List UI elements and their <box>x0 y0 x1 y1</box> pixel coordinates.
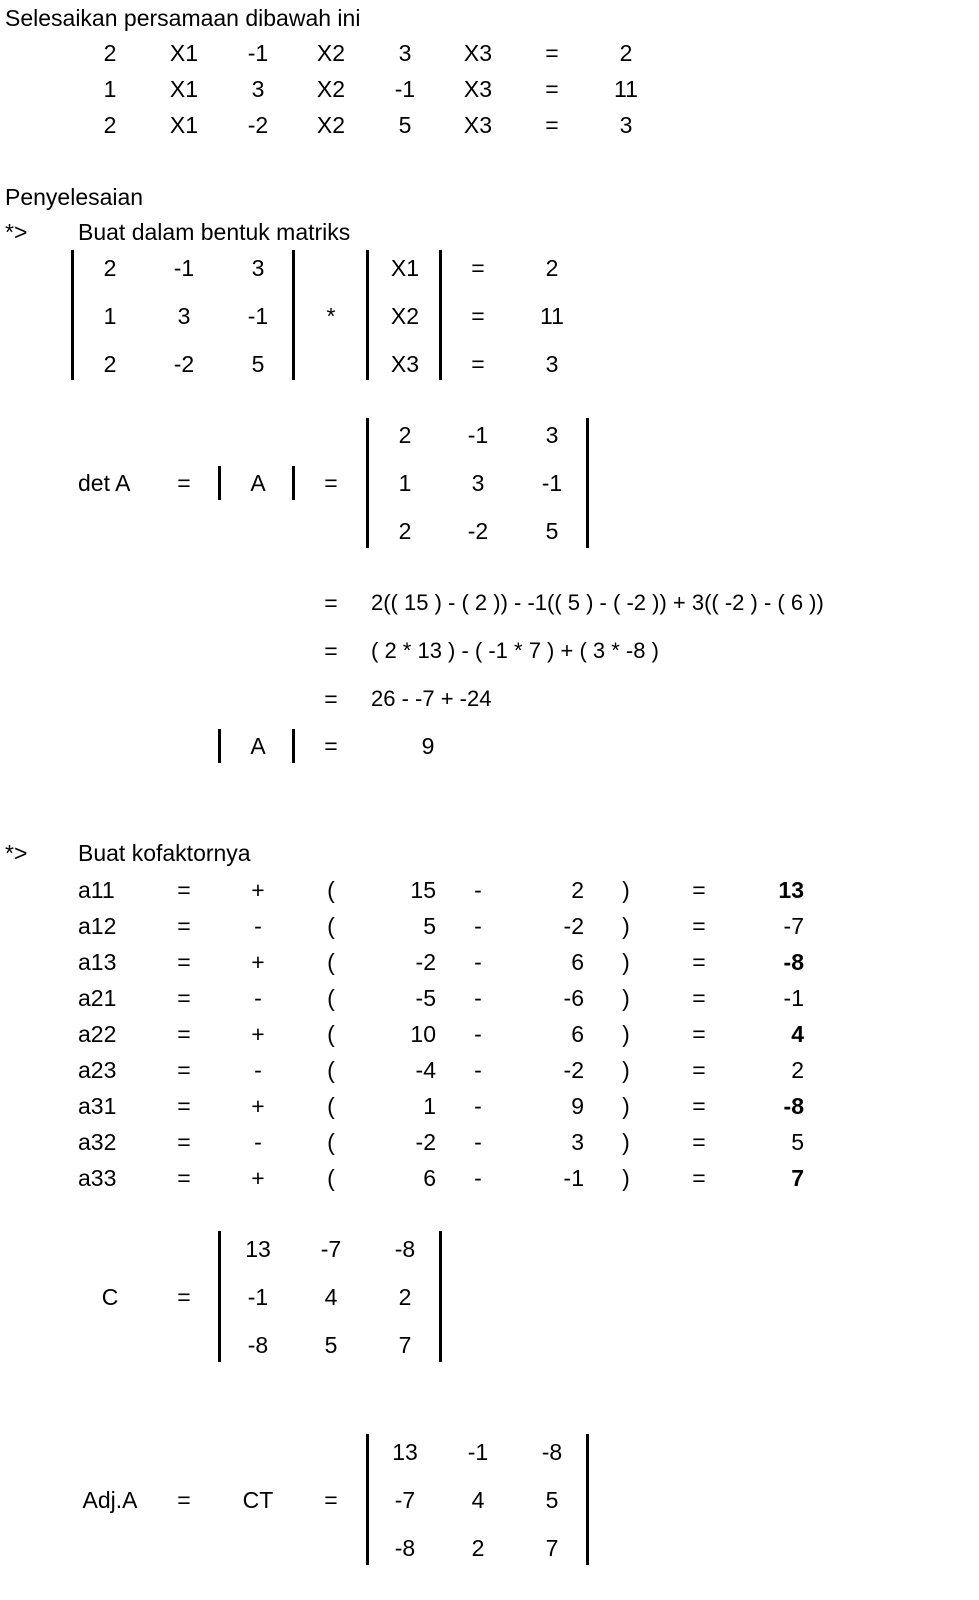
matrix-cell: -1 <box>247 303 269 329</box>
paren-open: ( <box>327 949 335 975</box>
minus-sign: - <box>474 1129 482 1155</box>
matrix-cell: 13 <box>245 1236 271 1262</box>
equals-sign: = <box>692 1093 706 1119</box>
matrix-cell: -7 <box>394 1487 416 1513</box>
minus-sign: - <box>474 1165 482 1191</box>
matrix-cell: -8 <box>541 1439 563 1465</box>
paren-close: ) <box>622 1057 630 1083</box>
cofactor-name: a12 <box>78 913 117 939</box>
equals-sign: = <box>324 638 338 664</box>
cofactor-term-b: -1 <box>563 1165 584 1191</box>
paren-open: ( <box>327 1129 335 1155</box>
cofactor-term-b: -2 <box>563 1057 584 1083</box>
variable-cell: X1 <box>390 255 420 281</box>
equation-cell: = <box>545 40 559 66</box>
det-product-step: ( 2 * 13 ) - ( -1 * 7 ) + ( 3 * -8 ) <box>371 638 659 663</box>
equals-sign: = <box>177 1165 191 1191</box>
det-symbol: A <box>250 470 266 496</box>
cofactor-sign: - <box>254 1129 262 1155</box>
matrix-label: C <box>101 1284 119 1310</box>
variable-cell: X2 <box>390 303 420 329</box>
equals-sign: = <box>177 470 191 496</box>
matrix-cell: 2 <box>103 255 117 281</box>
equals-sign: = <box>471 351 485 377</box>
page-title: Selesaikan persamaan dibawah ini <box>5 5 361 31</box>
paren-open: ( <box>327 985 335 1011</box>
matrix-cell: -1 <box>467 422 489 448</box>
matrix-cell: 1 <box>398 470 412 496</box>
matrix-bracket <box>439 1231 442 1362</box>
matrix-cell: 2 <box>398 1284 412 1310</box>
constant-cell: 2 <box>545 255 559 281</box>
cofactor-term-a: 1 <box>423 1093 436 1119</box>
matrix-cell: -8 <box>394 1535 416 1561</box>
equals-sign: = <box>177 1487 191 1513</box>
cofactor-result: 5 <box>791 1129 804 1155</box>
paren-close: ) <box>622 913 630 939</box>
paren-close: ) <box>622 949 630 975</box>
minus-sign: - <box>474 949 482 975</box>
minus-sign: - <box>474 1093 482 1119</box>
minus-sign: - <box>474 985 482 1011</box>
matrix-bracket <box>292 250 295 380</box>
matrix-cell: 3 <box>471 470 485 496</box>
equals-sign: = <box>692 1021 706 1047</box>
matrix-cell: 7 <box>545 1535 559 1561</box>
equation-cell: 11 <box>614 76 638 102</box>
matrix-cell: 4 <box>324 1284 338 1310</box>
equals-sign: = <box>177 877 191 903</box>
equals-sign: = <box>692 877 706 903</box>
cofactor-term-b: 2 <box>571 877 584 903</box>
equation-cell: X1 <box>169 76 199 102</box>
matrix-cell: 7 <box>398 1332 412 1358</box>
cofactor-sign: + <box>251 1165 265 1191</box>
multiply-symbol: * <box>326 303 336 329</box>
cofactor-term-a: 10 <box>410 1021 436 1047</box>
paren-close: ) <box>622 1093 630 1119</box>
matrix-bracket <box>366 1434 369 1565</box>
equals-sign: = <box>692 949 706 975</box>
cofactor-name: a13 <box>78 949 117 975</box>
matrix-bracket <box>586 1434 589 1565</box>
matrix-bracket <box>71 250 74 380</box>
cofactor-sign: - <box>254 985 262 1011</box>
equation-cell: 2 <box>103 112 117 138</box>
cofactor-result: -7 <box>783 913 804 939</box>
matrix-cell: 13 <box>392 1439 418 1465</box>
cofactor-result: 13 <box>778 877 804 903</box>
equation-cell: X3 <box>463 76 493 102</box>
equals-sign: = <box>177 1129 191 1155</box>
matrix-cell: 3 <box>545 422 559 448</box>
equals-sign: = <box>324 470 338 496</box>
matrix-bracket <box>586 418 589 548</box>
equals-sign: = <box>324 590 338 616</box>
cofactor-name: a23 <box>78 1057 117 1083</box>
matrix-cell: 5 <box>251 351 265 377</box>
equation-cell: X1 <box>169 40 199 66</box>
cofactor-sign: + <box>251 1021 265 1047</box>
transpose-label: CT <box>242 1487 274 1513</box>
cofactor-term-a: 15 <box>410 877 436 903</box>
equation-cell: 5 <box>398 112 412 138</box>
cofactor-result: -8 <box>783 1093 804 1119</box>
equation-cell: X3 <box>463 40 493 66</box>
bullet-marker: *> <box>5 219 28 245</box>
matrix-cell: 2 <box>398 518 412 544</box>
cofactor-name: a32 <box>78 1129 117 1155</box>
minus-sign: - <box>474 1021 482 1047</box>
cofactor-term-b: 6 <box>571 1021 584 1047</box>
cofactor-name: a21 <box>78 985 117 1011</box>
matrix-cell: -8 <box>247 1332 269 1358</box>
equation-cell: -1 <box>247 40 269 66</box>
constant-cell: 11 <box>540 303 564 329</box>
solution-title: Penyelesaian <box>5 184 144 210</box>
equation-cell: X2 <box>316 112 346 138</box>
matrix-cell: -1 <box>541 470 563 496</box>
abs-bar <box>218 729 221 763</box>
equation-cell: -1 <box>394 76 416 102</box>
equation-cell: -2 <box>247 112 269 138</box>
matrix-cell: 3 <box>251 255 265 281</box>
equation-cell: 3 <box>251 76 265 102</box>
cofactor-term-a: -4 <box>415 1057 436 1083</box>
equation-cell: 1 <box>103 76 117 102</box>
paren-open: ( <box>327 1021 335 1047</box>
matrix-cell: -7 <box>320 1236 342 1262</box>
variable-cell: X3 <box>390 351 420 377</box>
equation-cell: 3 <box>398 40 412 66</box>
matrix-cell: -1 <box>173 255 195 281</box>
cofactor-sign: + <box>251 949 265 975</box>
equals-sign: = <box>324 733 338 759</box>
cofactor-result: 4 <box>791 1021 804 1047</box>
matrix-bracket <box>366 418 369 548</box>
cofactor-name: a31 <box>78 1093 117 1119</box>
paren-close: ) <box>622 1021 630 1047</box>
equals-sign: = <box>177 913 191 939</box>
minus-sign: - <box>474 913 482 939</box>
matrix-cell: -8 <box>394 1236 416 1262</box>
equals-sign: = <box>324 1487 338 1513</box>
paren-close: ) <box>622 1129 630 1155</box>
paren-open: ( <box>327 1165 335 1191</box>
matrix-bracket <box>439 250 442 380</box>
equation-cell: 2 <box>619 40 633 66</box>
paren-open: ( <box>327 1093 335 1119</box>
equals-sign: = <box>692 985 706 1011</box>
cofactor-result: -8 <box>783 949 804 975</box>
minus-sign: - <box>474 877 482 903</box>
matrix-bracket <box>218 1231 221 1362</box>
det-label: det A <box>78 470 131 496</box>
constant-cell: 3 <box>545 351 559 377</box>
equals-sign: = <box>471 303 485 329</box>
cofactor-result: 7 <box>791 1165 804 1191</box>
abs-bar <box>292 729 295 763</box>
cofactor-name: a33 <box>78 1165 117 1191</box>
cofactor-sign: - <box>254 1057 262 1083</box>
paren-open: ( <box>327 913 335 939</box>
equals-sign: = <box>324 686 338 712</box>
matrix-label: Adj.A <box>82 1487 138 1513</box>
equation-cell: = <box>545 76 559 102</box>
paren-open: ( <box>327 877 335 903</box>
matrix-cell: 4 <box>471 1487 485 1513</box>
cofactor-name: a11 <box>78 877 115 903</box>
det-result: 9 <box>421 733 435 759</box>
det-sum-step: 26 - -7 + -24 <box>371 686 492 711</box>
det-symbol: A <box>250 733 266 759</box>
equation-cell: X1 <box>169 112 199 138</box>
matrix-bracket <box>366 250 369 380</box>
equals-sign: = <box>692 1165 706 1191</box>
det-expansion-step: 2(( 15 ) - ( 2 )) - -1(( 5 ) - ( -2 )) + 3(( -2 ) - ( 6 )) <box>371 590 824 615</box>
step-heading: Buat dalam bentuk matriks <box>78 219 351 245</box>
cofactor-sign: - <box>254 913 262 939</box>
equals-sign: = <box>692 913 706 939</box>
abs-bar <box>292 466 295 500</box>
equals-sign: = <box>471 255 485 281</box>
cofactor-term-b: -2 <box>563 913 584 939</box>
minus-sign: - <box>474 1057 482 1083</box>
matrix-cell: -2 <box>173 351 195 377</box>
equation-cell: 3 <box>619 112 633 138</box>
paren-open: ( <box>327 1057 335 1083</box>
cofactor-term-b: 6 <box>571 949 584 975</box>
paren-close: ) <box>622 877 630 903</box>
matrix-cell: -1 <box>467 1439 489 1465</box>
paren-close: ) <box>622 1165 630 1191</box>
matrix-cell: 2 <box>398 422 412 448</box>
cofactor-term-a: -2 <box>415 1129 436 1155</box>
equals-sign: = <box>177 1284 191 1310</box>
cofactor-sign: + <box>251 877 265 903</box>
equals-sign: = <box>692 1129 706 1155</box>
equation-cell: 2 <box>103 40 117 66</box>
abs-bar <box>218 466 221 500</box>
equation-cell: X3 <box>463 112 493 138</box>
matrix-cell: 5 <box>545 1487 559 1513</box>
equals-sign: = <box>177 985 191 1011</box>
matrix-cell: 5 <box>324 1332 338 1358</box>
paren-close: ) <box>622 985 630 1011</box>
equals-sign: = <box>177 1093 191 1119</box>
equals-sign: = <box>177 1057 191 1083</box>
matrix-cell: -1 <box>247 1284 269 1310</box>
cofactor-term-a: -5 <box>415 985 436 1011</box>
cofactor-term-a: -2 <box>415 949 436 975</box>
cofactor-term-a: 6 <box>423 1165 436 1191</box>
equals-sign: = <box>177 1021 191 1047</box>
matrix-cell: 2 <box>103 351 117 377</box>
equation-cell: X2 <box>316 76 346 102</box>
equation-cell: = <box>545 112 559 138</box>
bullet-marker: *> <box>5 840 28 866</box>
cofactor-term-b: -6 <box>563 985 584 1011</box>
cofactor-term-b: 9 <box>571 1093 584 1119</box>
cofactor-result: -1 <box>783 985 804 1011</box>
cofactor-name: a22 <box>78 1021 117 1047</box>
matrix-cell: 3 <box>177 303 191 329</box>
equals-sign: = <box>692 1057 706 1083</box>
matrix-cell: 1 <box>103 303 117 329</box>
cofactor-term-a: 5 <box>423 913 436 939</box>
matrix-cell: 5 <box>545 518 559 544</box>
matrix-cell: 2 <box>471 1535 485 1561</box>
cofactor-sign: + <box>251 1093 265 1119</box>
cofactor-term-b: 3 <box>571 1129 584 1155</box>
step-heading: Buat kofaktornya <box>78 840 251 866</box>
matrix-cell: -2 <box>467 518 489 544</box>
equation-cell: X2 <box>316 40 346 66</box>
equals-sign: = <box>177 949 191 975</box>
cofactor-result: 2 <box>791 1057 804 1083</box>
